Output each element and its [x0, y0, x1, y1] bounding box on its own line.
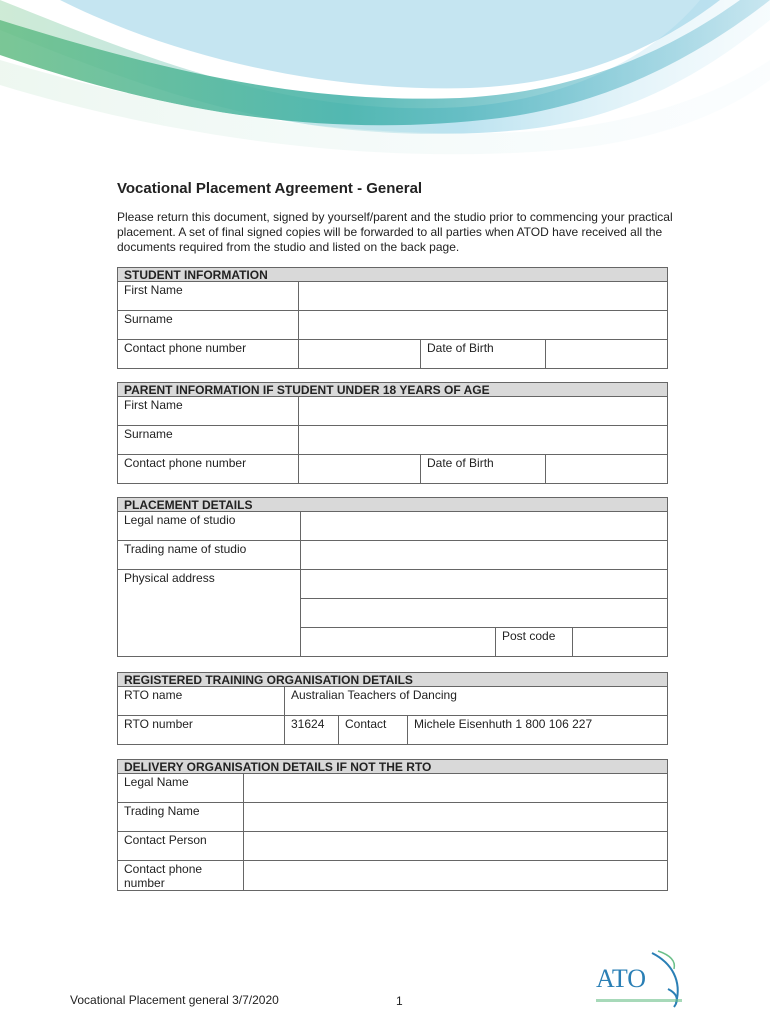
studio-trading-name-field[interactable]: [301, 541, 668, 570]
parent-phone-label: Contact phone number: [118, 455, 299, 484]
student-phone-label: Contact phone number: [118, 340, 299, 369]
footer-page-number: 1: [396, 994, 403, 1008]
student-phone-field[interactable]: [299, 340, 421, 369]
delivery-legal-name-label: Legal Name: [118, 774, 244, 803]
document-title: Vocational Placement Agreement - General: [117, 180, 423, 197]
parent-phone-field[interactable]: [299, 455, 421, 484]
delivery-contact-person-field[interactable]: [244, 832, 668, 861]
delivery-legal-name-field[interactable]: [244, 774, 668, 803]
delivery-section-header: DELIVERY ORGANISATION DETAILS IF NOT THE RTO: [118, 760, 668, 774]
rto-number-value: 31624: [285, 716, 339, 745]
rto-number-label: RTO number: [118, 716, 285, 745]
physical-address-line1-field[interactable]: [301, 570, 668, 599]
parent-information-table: [117, 382, 668, 484]
studio-legal-name-label: Legal name of studio: [118, 512, 301, 541]
student-information-table: [117, 267, 668, 369]
rto-section-header: REGISTERED TRAINING ORGANISATION DETAILS: [118, 673, 668, 687]
placement-details-table: [117, 497, 668, 657]
student-section-header: STUDENT INFORMATION: [118, 268, 668, 282]
student-dob-field[interactable]: [546, 340, 668, 369]
physical-address-line2-field[interactable]: [301, 599, 668, 628]
studio-trading-name-label: Trading name of studio: [118, 541, 301, 570]
rto-name-value: Australian Teachers of Dancing: [285, 687, 668, 716]
rto-contact-label: Contact: [339, 716, 408, 745]
delivery-contact-phone-label: Contact phone number: [118, 861, 244, 891]
footer-document-name: Vocational Placement general 3/7/2020: [70, 993, 279, 1007]
delivery-trading-name-label: Trading Name: [118, 803, 244, 832]
student-surname-label: Surname: [118, 311, 299, 340]
delivery-contact-person-label: Contact Person: [118, 832, 244, 861]
atod-logo: [590, 945, 700, 1015]
parent-dob-label: Date of Birth: [421, 455, 546, 484]
student-surname-field[interactable]: [299, 311, 668, 340]
student-dob-label: Date of Birth: [421, 340, 546, 369]
header-swoosh-graphic: [0, 0, 770, 175]
parent-surname-label: Surname: [118, 426, 299, 455]
post-code-field[interactable]: [573, 628, 668, 657]
intro-paragraph: Please return this document, signed by yourself/parent and the studio prior to commencing your practical placement. A set of final signed copies will be forwarded to all parties when ATOD have received all the documents required from the studio and listed on the back page.: [117, 210, 673, 254]
student-first-name-label: First Name: [118, 282, 299, 311]
physical-address-label: Physical address: [118, 570, 301, 657]
delivery-organisation-table: [117, 759, 668, 891]
parent-dob-field[interactable]: [546, 455, 668, 484]
delivery-contact-phone-field[interactable]: [244, 861, 668, 891]
rto-contact-value: Michele Eisenhuth 1 800 106 227: [408, 716, 668, 745]
placement-section-header: PLACEMENT DETAILS: [118, 498, 668, 512]
student-first-name-field[interactable]: [299, 282, 668, 311]
post-code-label: Post code: [496, 628, 573, 657]
parent-section-header: PARENT INFORMATION IF STUDENT UNDER 18 YEARS OF AGE: [118, 383, 668, 397]
delivery-trading-name-field[interactable]: [244, 803, 668, 832]
rto-name-label: RTO name: [118, 687, 285, 716]
logo-text: ATO: [596, 964, 647, 993]
parent-first-name-field[interactable]: [299, 397, 668, 426]
rto-details-table: [117, 672, 668, 745]
parent-surname-field[interactable]: [299, 426, 668, 455]
physical-address-line3-field[interactable]: [301, 628, 496, 657]
studio-legal-name-field[interactable]: [301, 512, 668, 541]
parent-first-name-label: First Name: [118, 397, 299, 426]
